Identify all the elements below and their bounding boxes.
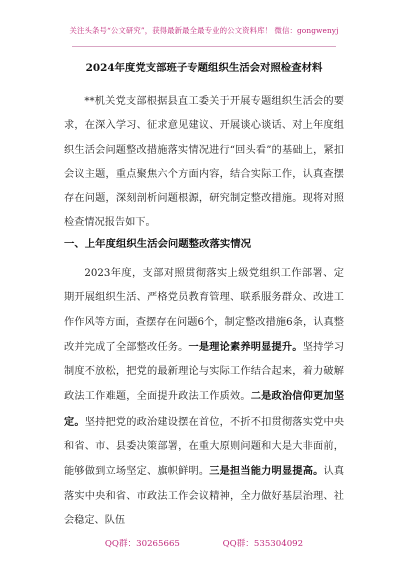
section-text-d: 认真落实中央和省、市政法工作会议精神，全力做好基层治理、社会稳定、队伍 (64, 466, 345, 526)
header-banner: 关注头条号“公文研究”，获得最新最全最专业的公文资料库！ 微信：gongwenyj (69, 26, 339, 35)
header-divider (72, 46, 336, 47)
point-two-bold: 二是政治信仰更加坚定。 (64, 390, 345, 428)
footer-bar (0, 537, 408, 551)
point-one-bold: 一是理论素养明显提升。 (188, 340, 303, 353)
point-three-bold: 三是担当能力明显提高。 (209, 465, 324, 478)
footer-qq-group-1: QQ群：30265665 (104, 539, 180, 549)
section-text-a: 2023年度，支部对照贯彻落实上级党组织工作部署、定期开展组织生活、严格党员教育管理、联系服务群众、改进工作作风等方面，查摆存在问题6个，制定整改措施6条，认真整改并完成了全部整改任务。 (64, 268, 344, 353)
section-text-b: 坚持学习制度不放松，把党的最新理论与实际工作结合起来，着力破解政法工作难题，全面提升政法工作质效。 (64, 341, 345, 403)
document-title: 2024年度党支部班子专题组织生活会对照检查材料 (85, 62, 323, 74)
section-heading: 一、上年度组织生活会问题整改落实情况 (64, 238, 252, 250)
intro-paragraph (64, 90, 344, 236)
section-paragraph (64, 262, 344, 533)
footer-qq-group-2: QQ群：535304092 (222, 539, 304, 549)
section-text (64, 262, 344, 533)
section-text-c: 坚持把党的政治建设摆在首位，不折不扣贯彻落实党中央和省、市、县委决策部署，在重大原则问题和大是大非面前，能够做到立场坚定、旗帜鲜明。 (64, 416, 345, 478)
intro-text: **机关党支部根据县直工委关于开展专题组织生活会的要求，在深入学习、征求意见建议、开展谈心谈话、对上年度组织生活会问题整改措施落实情况进行“回头看”的基础上，紧扣会议主题，重点聚焦六个方面内容，结合实际工作，认真查摆存在问题，深刻剖析问题根源，研究制定整改措施。现将对照检查情况报告如下。 (64, 96, 344, 229)
